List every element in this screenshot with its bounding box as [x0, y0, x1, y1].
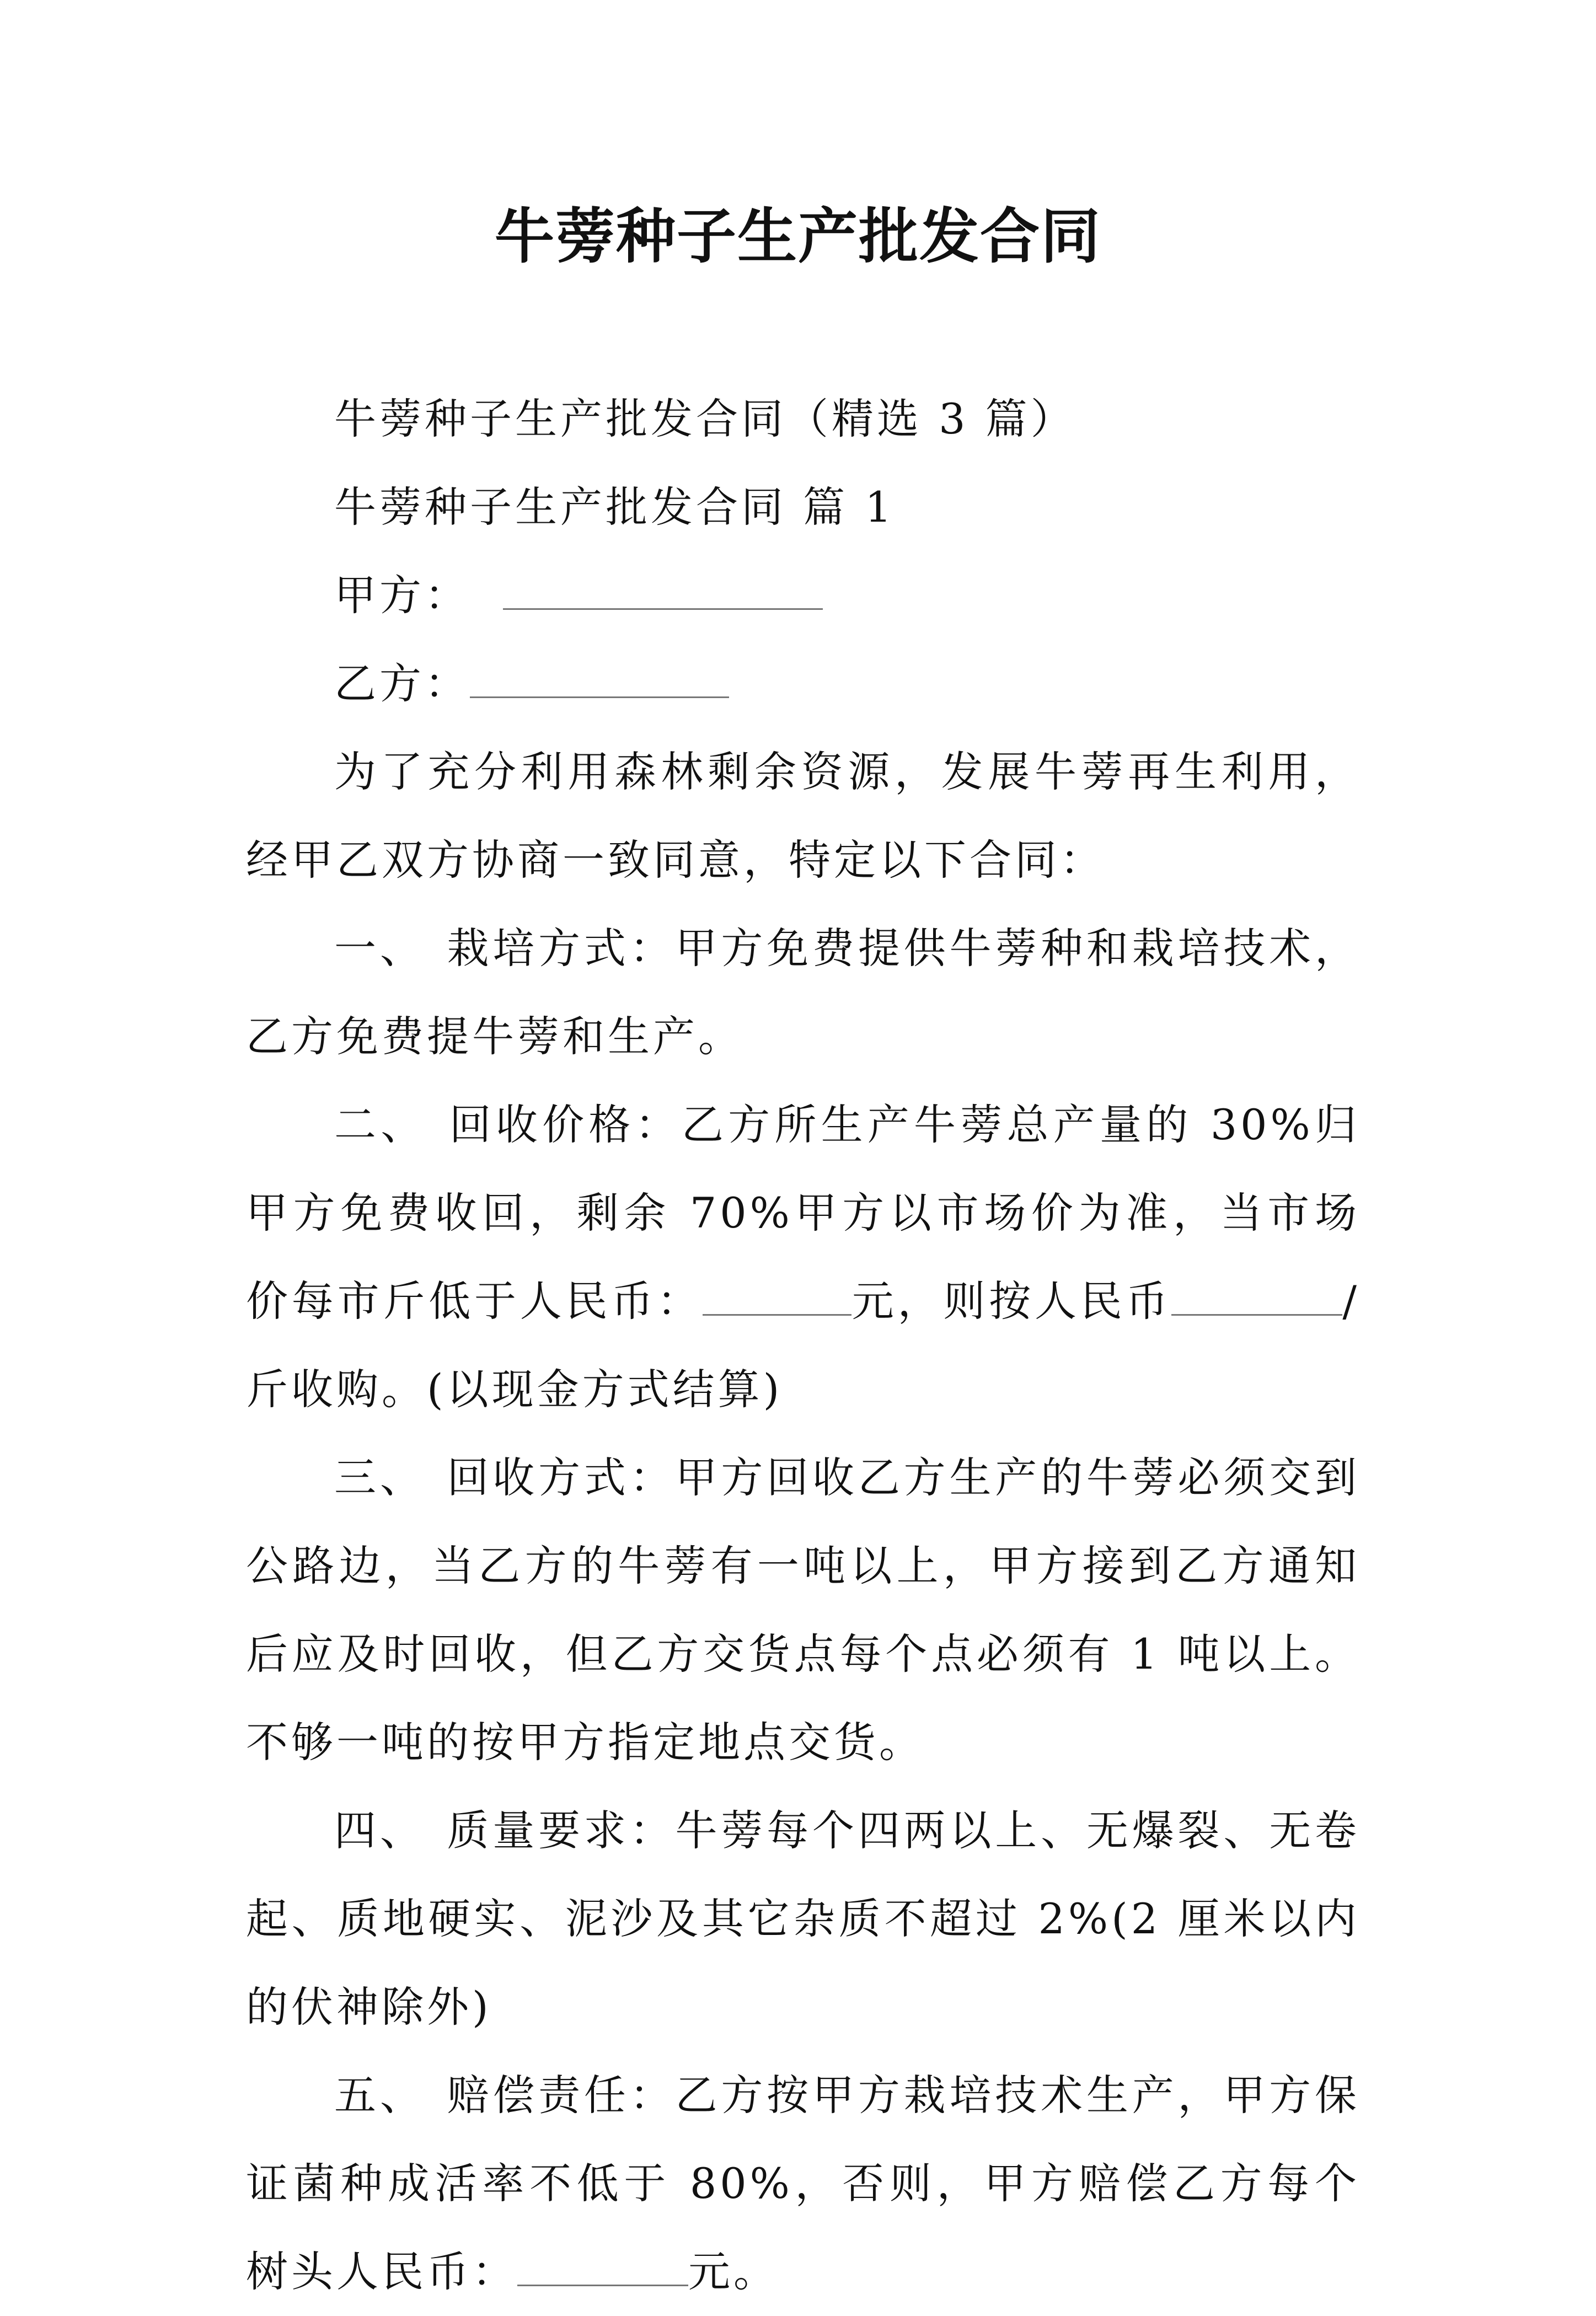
party-a-blank: [503, 564, 823, 610]
clause-2-text-b: 元，则按人民币: [851, 1277, 1172, 1326]
section-heading: 牛蒡种子生产批发合同 篇 1: [334, 482, 895, 532]
min-price-blank: [703, 1270, 851, 1316]
clause-2-text-c: /斤收购。(以现金方式结算): [246, 1277, 1361, 1414]
clause-3-text: 回收方式：甲方回收乙方生产的牛蒡必须交到公路边，当乙方的牛蒡有一吨以上，甲方接到乙方通知后应及时回收，但乙方交货点每个点必须有 1 吨以上。不够一吨的按甲方指定地点交货。: [246, 1453, 1361, 1767]
clause-3: [246, 1434, 1360, 1787]
document-subtitle: 牛蒡种子生产批发合同（精选 3 篇）: [334, 394, 1076, 443]
clause-4: [246, 1787, 1360, 2051]
clause-1: [246, 904, 1360, 1081]
clause-2-number: 二、: [334, 1100, 427, 1149]
intro-paragraph: 为了充分利用森林剩余资源，发展牛蒡再生利用，经甲乙双方协商一致同意，特定以下合同：: [246, 747, 1360, 884]
clause-5-number: 五、: [334, 2071, 426, 2120]
clause-5: [246, 2051, 1360, 2316]
clause-3-number: 三、: [334, 1453, 426, 1502]
clause-1-number: 一、: [334, 924, 426, 973]
document-body: [246, 375, 1360, 2316]
party-b-label: 乙方：: [334, 659, 470, 708]
clause-1-text: 栽培方式：甲方免费提供牛蒡种和栽培技术，乙方免费提牛蒡和生产。: [246, 924, 1361, 1061]
clause-2-text-a: 回收价格：乙方所生产牛蒡总产量的 30%归甲方免费收回，剩余 70%甲方以市场价为准，当市场价每市斤低于人民币：: [246, 1100, 1360, 1326]
party-a-label: 甲方：: [334, 571, 470, 620]
document-title: 牛蒡种子生产批发合同: [494, 202, 1101, 271]
party-a-line: [246, 551, 1360, 640]
compensation-blank: [517, 2240, 688, 2286]
clause-4-text: 质量要求：牛蒡每个四两以上、无爆裂、无卷起、质地硬实、泥沙及其它杂质不超过 2%(2 厘米以内的伏神除外): [246, 1806, 1361, 2031]
party-b-blank: [470, 652, 729, 698]
party-b-line: [246, 640, 1360, 728]
clause-4-number: 四、: [334, 1806, 426, 1855]
purchase-price-blank: [1171, 1270, 1342, 1316]
clause-5-text-a: 赔偿责任：乙方按甲方栽培技术生产，甲方保证菌种成活率不低于 80%，否则，甲方赔偿乙方每个树头人民币：: [246, 2071, 1361, 2296]
clause-5-text-b: 元。: [688, 2247, 779, 2296]
clause-2: [246, 1081, 1360, 1434]
